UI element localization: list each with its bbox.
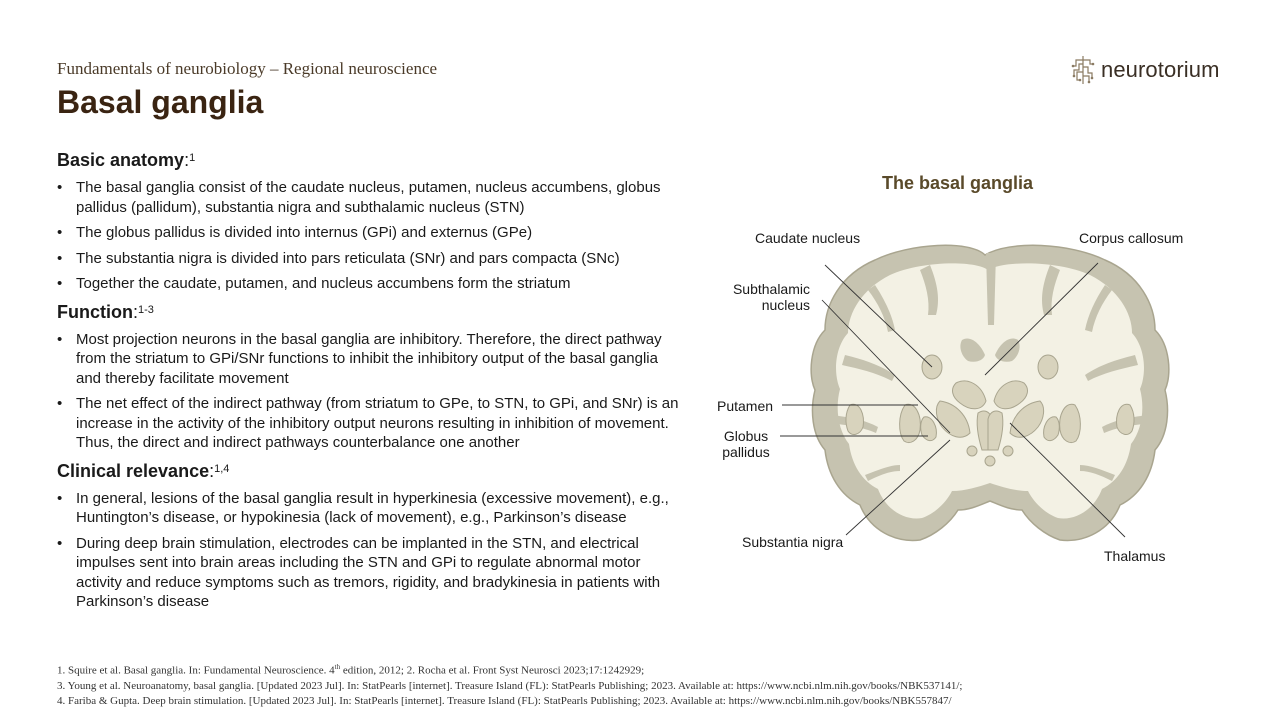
slide-content [57,148,687,618]
section-heading: Basic anatomy:$^1$ [57,150,196,170]
citation-ref: 1,4 [214,462,230,475]
bullet-item: • The basal ganglia consist of the caudate nucleus, putamen, nucleus accumbens, globus pallidus (pallidum), substantia nigra and subthalamic nucleus (STN) [57,178,687,217]
citation-ref: 1-3 [138,303,154,316]
slide-supertitle: Fundamentals of neurobiology – Regional neuroscience [57,59,438,78]
label-putamen: Putamen [717,398,774,414]
neurotorium-logo-icon [1070,54,1096,86]
reference-line: 4. Fariba & Gupta. Deep brain stimulation. [Updated 2023 Jul]. In: StatPearls [internet]. Treasure Island (FL): StatPearls Publishing; 2023. Available at: https://www.ncbi.nlm.nih.gov/books/NBK557847/ [57,694,952,707]
reference-line: 1. Squire et al. Basal ganglia. In: Fundamental Neuroscience. 4th edition, 2012; 2. Rocha et al. Front Syst Neurosci 2023;17:1242929; [57,663,645,677]
label-substantia-nigra: Substantia nigra [742,534,844,550]
label-thalamus: Thalamus [1104,548,1166,564]
figure-title: The basal ganglia [881,173,1034,193]
label-globus-pallidus: Globus pallidus [722,428,770,460]
bullet-item: • The net effect of the indirect pathway (from striatum to GPe, to STN, to GPi, and SNr) is an increase in the activity of the inhibitory output neurons resulting in inhibition of movement. Thus, the direct and indirect pathways counterbalance one another [57,394,687,453]
slide-title: Basal ganglia [57,84,264,120]
bullet-item: • The substantia nigra is divided into pars reticulata (SNr) and pars compacta (SNc) [57,249,687,269]
basal-ganglia-figure [700,165,1240,585]
brand-logo [1070,53,1220,87]
section-basic-anatomy [57,148,687,294]
bullet-item: • Most projection neurons in the basal ganglia are inhibitory. Therefore, the direct pathway from the striatum to GPi/SNr functions to inhibit the inhibitory output of the basal ganglia and thereby facilitate movement [57,330,687,389]
label-caudate-nucleus: Caudate nucleus [755,230,861,246]
section-heading: Function:$^{1-3}$ [57,301,154,322]
citation-ref: 1 [189,152,196,164]
bullet-item: • During deep brain stimulation, electrodes can be implanted in the STN, and electrical impulses sent into brain areas including the STN and GPi to regulate abnormal motor activity and reduce symptoms such as tremors, rigidity, and bradykinesia in patients with Parkinson’s disease [57,534,687,612]
bullet-item: • Together the caudate, putamen, and nucleus accumbens form the striatum [57,274,687,294]
section-function [57,300,687,453]
section-clinical-relevance [57,459,687,612]
reference-line: 3. Young et al. Neuroanatomy, basal ganglia. [Updated 2023 Jul]. In: StatPearls [internet]. Treasure Island (FL): StatPearls Publishing; 2023. Available at: https://www.ncbi.nlm.nih.gov/books/NBK537141/; [57,679,963,692]
brain-coronal-section [700,165,1240,585]
bullet-item: • In general, lesions of the basal ganglia result in hyperkinesia (excessive movement), e.g., Huntington’s disease, or hypokinesia (lack of movement), e.g., Parkinson’s disease [57,489,687,528]
section-heading: Clinical relevance:$^{1,4}$ [57,460,230,481]
bullet-item: • The globus pallidus is divided into internus (GPi) and externus (GPe) [57,223,687,243]
brand-name: neurotorium [1101,57,1220,82]
label-corpus-callosum: Corpus callosum [1079,230,1184,246]
references [57,660,1237,709]
label-subthalamic-nucleus: Subthalamic nucleus [732,281,810,313]
